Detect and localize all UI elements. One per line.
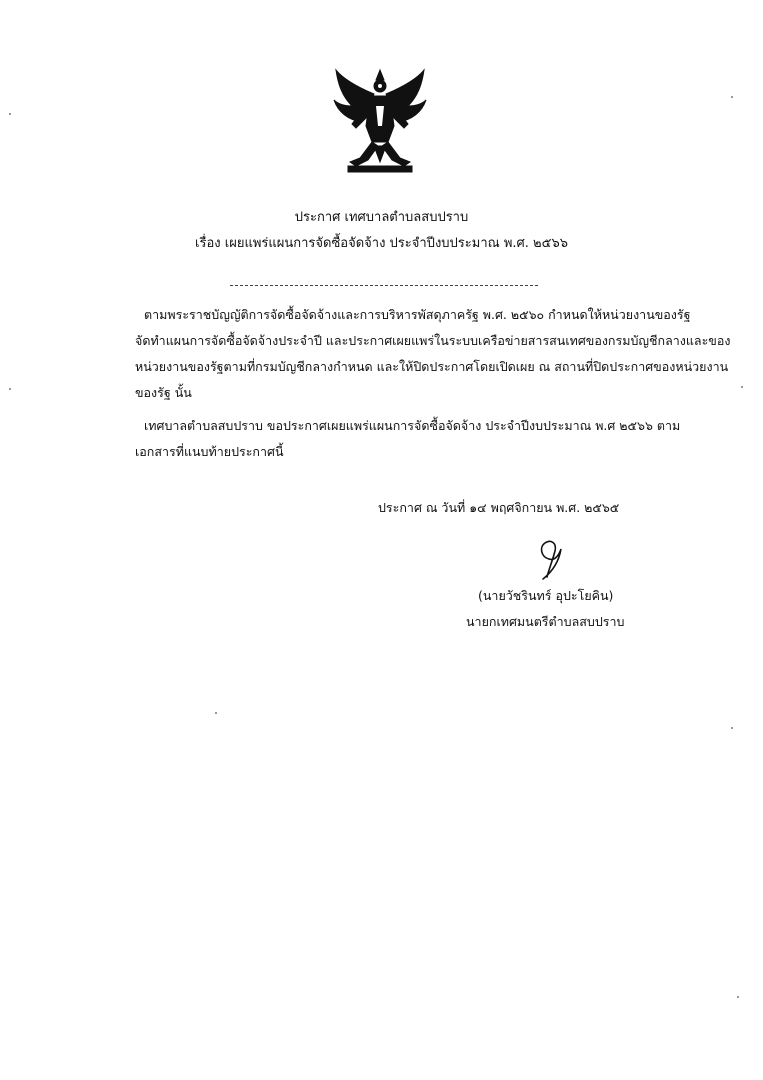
announcement-title: ประกาศ เทศบาลตำบลสบปราบ [294, 210, 469, 225]
scan-speck [741, 386, 743, 388]
signer-name: (นายวัชรินทร์ อุปะโยคิน) [478, 588, 614, 603]
garuda-emblem-icon [330, 66, 430, 176]
announce-date: ประกาศ ณ วันที่ ๑๔ พฤศจิกายน พ.ศ. ๒๕๖๕ [378, 500, 620, 515]
scan-speck [737, 996, 739, 998]
handwritten-signature-icon [525, 533, 575, 583]
scan-speck [9, 113, 11, 115]
signer-position: นายกเทศมนตรีตำบลสบปราบ [466, 614, 625, 629]
divider [230, 285, 538, 286]
paragraph-line: ตามพระราชบัญญัติการจัดซื้อจัดจ้างและการบริหารพัสดุภาครัฐ พ.ศ. ๒๕๖๐ กำหนดให้หน่วยงานของรัฐ [144, 307, 691, 322]
paragraph-line: หน่วยงานของรัฐตามที่กรมบัญชีกลางกำหนด และให้ปิดประกาศโดยเปิดเผย ณ สถานที่ปิดประกาศของหน่วยงาน [135, 359, 729, 374]
scan-speck [9, 388, 11, 390]
scan-speck [215, 712, 217, 714]
body-paragraph-2 [135, 413, 700, 465]
paragraph-line: เทศบาลตำบลสบปราบ ขอประกาศเผยแพร่แผนการจัดซื้อจัดจ้าง ประจำปีงบประมาณ พ.ศ ๒๕๖๖ ตาม [144, 418, 681, 433]
paragraph-line: เอกสารที่แนบท้ายประกาศนี้ [135, 444, 284, 459]
scan-speck [731, 96, 733, 98]
paragraph-line: ของรัฐ นั้น [135, 385, 192, 400]
paragraph-line: จัดทำแผนการจัดซื้อจัดจ้างประจำปี และประกาศเผยแพร่ในระบบเครือข่ายสารสนเทศของกรมบัญชีกลางและของ [135, 333, 731, 348]
scan-speck [731, 727, 733, 729]
announcement-subject: เรื่อง เผยแพร่แผนการจัดซื้อจัดจ้าง ประจำปีงบประมาณ พ.ศ. ๒๕๖๖ [195, 236, 568, 251]
body-paragraph-1 [135, 302, 731, 406]
